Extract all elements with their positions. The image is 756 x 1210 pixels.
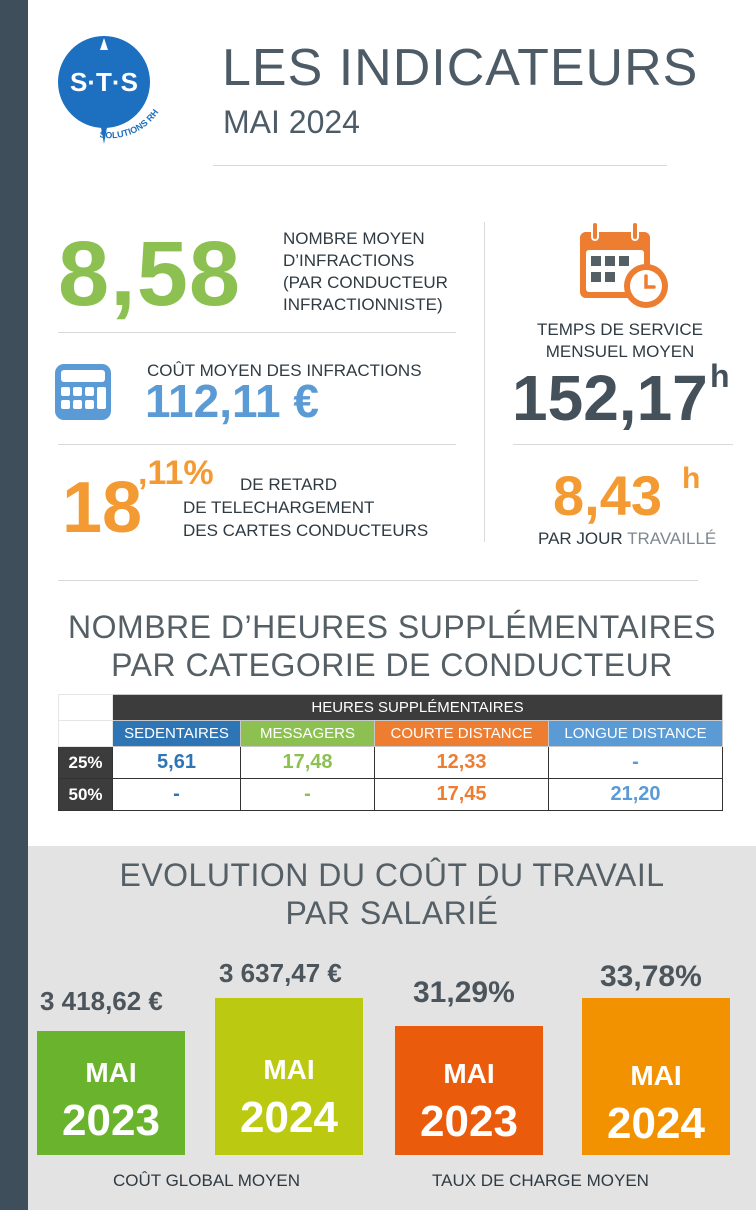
- col-courte-distance: COURTE DISTANCE: [375, 721, 549, 747]
- table-cell: 17,45: [375, 779, 549, 811]
- service-label: TEMPS DE SERVICE MENSUEL MOYEN: [537, 320, 703, 361]
- box-year: 2023: [420, 1097, 518, 1146]
- divider: [58, 580, 698, 581]
- col-messagers: MESSAGERS: [241, 721, 375, 747]
- divider: [58, 332, 456, 333]
- box-year: 2023: [62, 1096, 160, 1145]
- divider: [213, 165, 667, 166]
- table-cell: -: [549, 747, 723, 779]
- infractions-label: NOMBRE MOYEN D’INFRACTIONS (PAR CONDUCTEUR INFRACTIONNISTE): [283, 229, 448, 314]
- box-year: 2024: [240, 1093, 338, 1142]
- compass-logo-icon: [50, 36, 180, 156]
- retard-label-3: DES CARTES CONDUCTEURS: [183, 521, 429, 540]
- overtime-table: [58, 694, 723, 811]
- vertical-divider: [484, 222, 485, 542]
- calculator-icon: [53, 362, 113, 422]
- table-cell: -: [113, 779, 241, 811]
- box-month: MAI: [85, 1057, 137, 1088]
- retard-label-2: DE TELECHARGEMENT: [183, 498, 375, 517]
- empty-cell: [59, 695, 113, 721]
- box-cost-2023: [37, 1031, 185, 1155]
- box-month: MAI: [443, 1058, 495, 1089]
- overtime-title: NOMBRE D’HEURES SUPPLÉMENTAIRES PAR CATEGORIE DE CONDUCTEUR: [68, 609, 716, 683]
- retard-value-int: 18: [62, 468, 143, 548]
- box-cost-2024: [215, 998, 363, 1155]
- service-value: 152,17: [512, 362, 708, 434]
- box-month: MAI: [263, 1054, 315, 1085]
- per-day-label: PAR JOUR TRAVAILLÉ: [538, 529, 717, 548]
- empty-cell: [59, 721, 113, 747]
- cost-label: COÛT MOYEN DES INFRACTIONS: [147, 361, 422, 380]
- logo-tagline: SOLUTIONS RH: [99, 107, 161, 141]
- per-day-unit: h: [682, 462, 701, 495]
- table-row: [59, 747, 723, 779]
- cost-2023-value: 3 418,62 €: [40, 986, 163, 1016]
- box-year: 2024: [607, 1099, 705, 1148]
- divider: [513, 444, 733, 445]
- logo-initials: S·T·S: [70, 67, 138, 97]
- rate-2024-value: 33,78%: [600, 960, 702, 993]
- page-subtitle: MAI 2024: [223, 104, 360, 140]
- divider: [58, 444, 456, 445]
- labour-title: EVOLUTION DU COÛT DU TRAVAIL PAR SALARIÉ: [119, 857, 665, 931]
- table-row: [59, 779, 723, 811]
- table-cell: 17,48: [241, 747, 375, 779]
- retard-value-dec: ,11%: [138, 454, 214, 492]
- sts-logo: [50, 36, 180, 156]
- col-sedentaires: SEDENTAIRES: [113, 721, 241, 747]
- service-unit: h: [710, 358, 730, 394]
- row-label: 50%: [59, 779, 113, 811]
- sidebar-strip: [0, 0, 28, 1210]
- table-header: HEURES SUPPLÉMENTAIRES: [113, 695, 723, 721]
- per-day-value: 8,43: [553, 464, 662, 527]
- col-longue-distance: LONGUE DISTANCE: [549, 721, 723, 747]
- box-rate-2023: [395, 1026, 543, 1155]
- infractions-value: 8,58: [58, 223, 242, 325]
- calendar-clock-icon: [576, 220, 672, 312]
- table-cell: 5,61: [113, 747, 241, 779]
- rate-2023-value: 31,29%: [413, 976, 515, 1009]
- caption-cost: COÛT GLOBAL MOYEN: [113, 1171, 301, 1190]
- page-title: LES INDICATEURS: [222, 39, 699, 97]
- row-label: 25%: [59, 747, 113, 779]
- table-cell: 21,20: [549, 779, 723, 811]
- caption-rate: TAUX DE CHARGE MOYEN: [432, 1171, 649, 1190]
- retard-label-1: DE RETARD: [240, 475, 337, 494]
- box-rate-2024: [582, 998, 730, 1155]
- cost-2024-value: 3 637,47 €: [219, 958, 342, 988]
- box-month: MAI: [630, 1060, 682, 1091]
- table-cell: 12,33: [375, 747, 549, 779]
- table-cell: -: [241, 779, 375, 811]
- cost-value: 112,11 €: [145, 375, 319, 427]
